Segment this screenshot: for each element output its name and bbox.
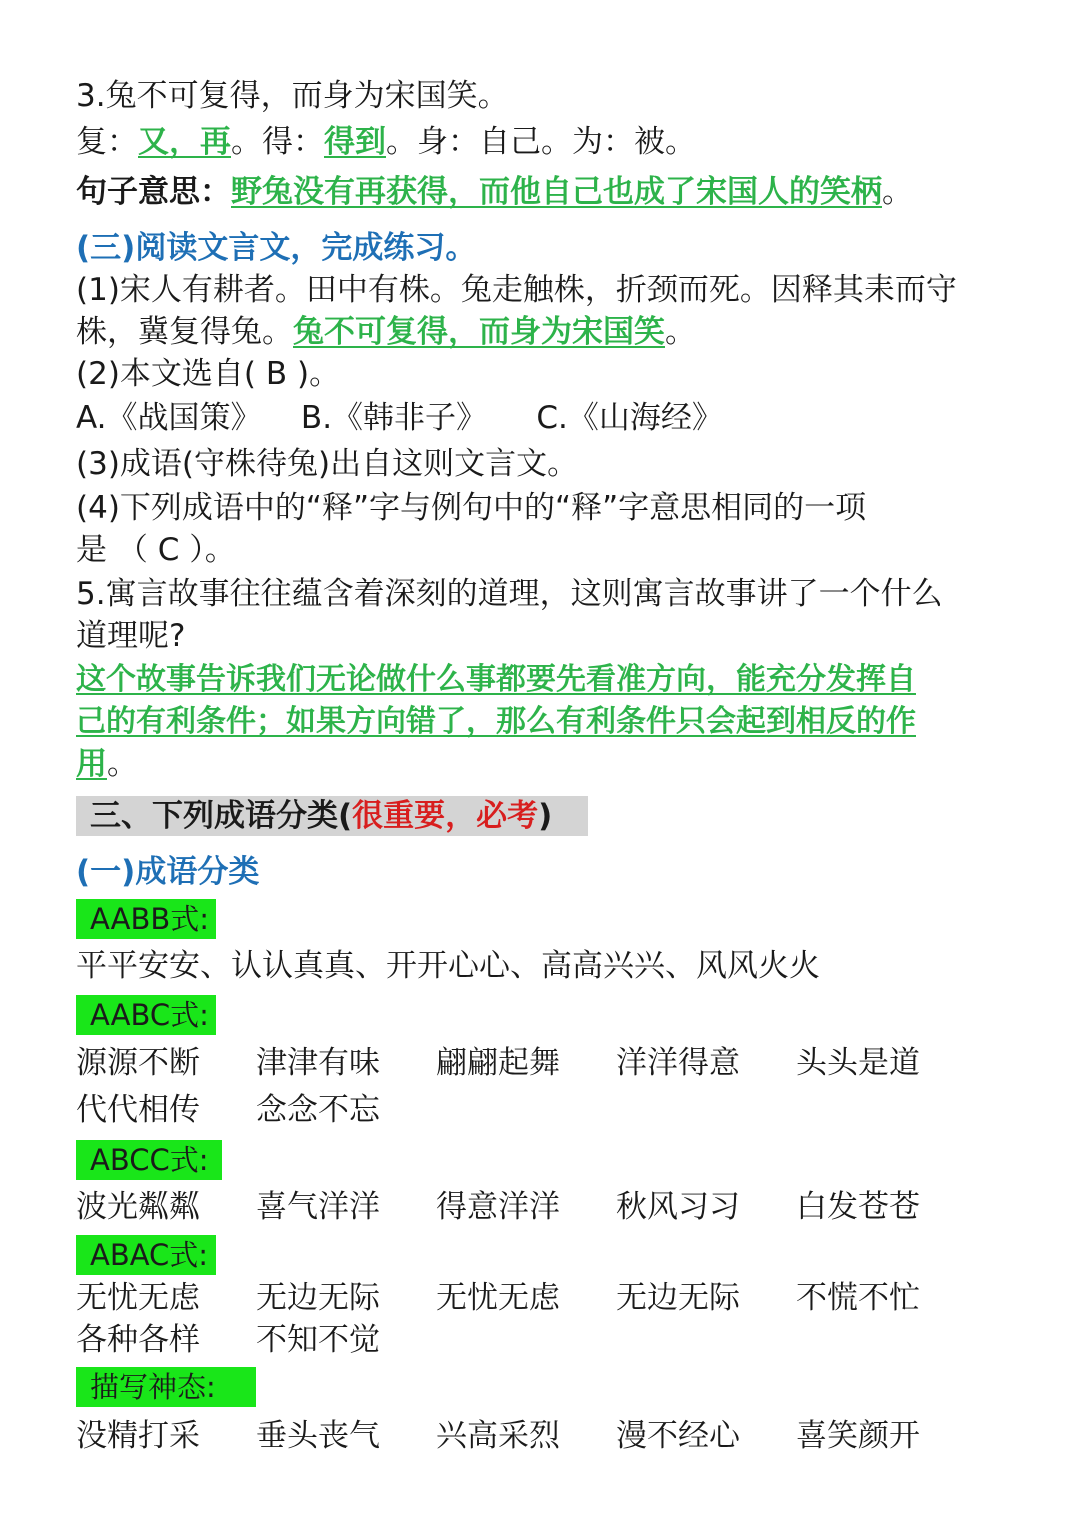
idiom-item: 得意洋洋 [436,1189,560,1225]
gloss-de-answer: 得到 [324,124,386,160]
p1-line2-end: 。 [665,314,696,350]
idiom-item: 翩翩起舞 [436,1045,560,1081]
gloss-fu-label: 复： [76,124,138,160]
section3-title: 三、下列成语分类( [90,798,353,834]
idiom-item: 无忧无虑 [436,1280,560,1316]
idiom-item: 无忧无虑 [76,1280,200,1316]
idiom-item: 漫不经心 [616,1418,740,1454]
idiom-item: 兴高采烈 [436,1418,560,1454]
section3-heading [76,796,588,836]
tag-shentai: 描写神态: [76,1367,256,1407]
idiom-item: 不慌不忙 [796,1280,920,1316]
tag-abcc: ABCC式: [76,1140,222,1180]
meaning-end: 。 [882,174,913,210]
aabb-line: 平平安安、认认真真、开开心心、高高兴兴、风风火火 [76,948,820,984]
q5-answer-line2 [76,702,916,742]
part3-p1-line2 [76,312,696,352]
p1-line2-text: 株，冀复得兔。 [76,314,293,350]
q3-sentence: 3.兔不可复得，而身为宋国笑。 [76,78,509,114]
q3-gloss [76,122,696,162]
idiom-item: 念念不忘 [256,1092,380,1128]
q5-answer-line1: 这个故事告诉我们无论做什么事都要先看准方向，能充分发挥自 [76,662,916,697]
part3-p1-line1: (1)宋人有耕者。田中有株。兔走触株，折颈而死。因释其耒而守 [76,272,957,308]
q5-answer-line2-text: 己的有利条件；如果方向错了，那么有利条件只会起到相反的作 [76,704,916,739]
idiom-item: 垂头丧气 [256,1418,380,1454]
q5-answer-line3 [76,744,138,784]
gloss-rest: 。身：自己。为：被。 [386,124,696,160]
idiom-item: 代代相传 [76,1092,200,1128]
idiom-item: 喜气洋洋 [256,1189,380,1225]
part3-heading: (三)阅读文言文，完成练习。 [76,230,477,266]
idiom-item: 无边无际 [616,1280,740,1316]
gloss-fu-answer: 又，再 [138,124,231,160]
tag-aabc: AABC式: [76,995,216,1035]
idiom-item: 不知不觉 [256,1322,380,1358]
q5-answer-end: 。 [107,746,138,782]
idiom-item: 波光粼粼 [76,1189,200,1225]
idiom-item: 喜笑颜开 [796,1418,920,1454]
q5-line1: 5.寓言故事往往蕴含着深刻的道理，这则寓言故事讲了一个什么 [76,576,943,612]
section3-close: ) [538,798,553,834]
idiom-item: 无边无际 [256,1280,380,1316]
idiom-item: 头头是道 [796,1045,920,1081]
idiom-item: 源源不断 [76,1045,200,1081]
idiom-item: 各种各样 [76,1322,200,1358]
q5-answer-line3-text: 用 [76,746,107,782]
meaning-answer: 野兔没有再获得，而他自己也成了宋国人的笑柄 [231,174,882,210]
idiom-item: 津津有味 [256,1045,380,1081]
part3-p3: (3)成语(守株待兔)出自这则文言文。 [76,446,579,482]
p1-line2-answer: 兔不可复得，而身为宋国笑 [293,314,665,350]
part3-p4-line2: 是 （ C ）。 [76,532,236,568]
tag-aabb: AABB式: [76,899,216,939]
part3-p2: (2)本文选自( B )。 [76,356,341,392]
tag-abac: ABAC式: [76,1235,216,1275]
idiom-item: 没精打采 [76,1418,200,1454]
meaning-label: 句子意思： [76,174,231,210]
idiom-item: 洋洋得意 [616,1045,740,1081]
idiom-item: 秋风习习 [616,1189,740,1225]
q3-meaning [76,172,913,212]
gloss-de-label: 。得： [231,124,324,160]
part3-p4-line1: (4)下列成语中的“释”字与例句中的“释”字意思相同的一项 [76,490,867,526]
q5-line2: 道理呢? [76,618,186,654]
part3-options: A.《战国策》 B.《韩非子》 C.《山海经》 [76,400,723,436]
section3-emphasis: 很重要，必考 [352,798,539,834]
sub1-heading: (一)成语分类 [76,854,260,890]
idiom-item: 白发苍苍 [796,1189,920,1225]
